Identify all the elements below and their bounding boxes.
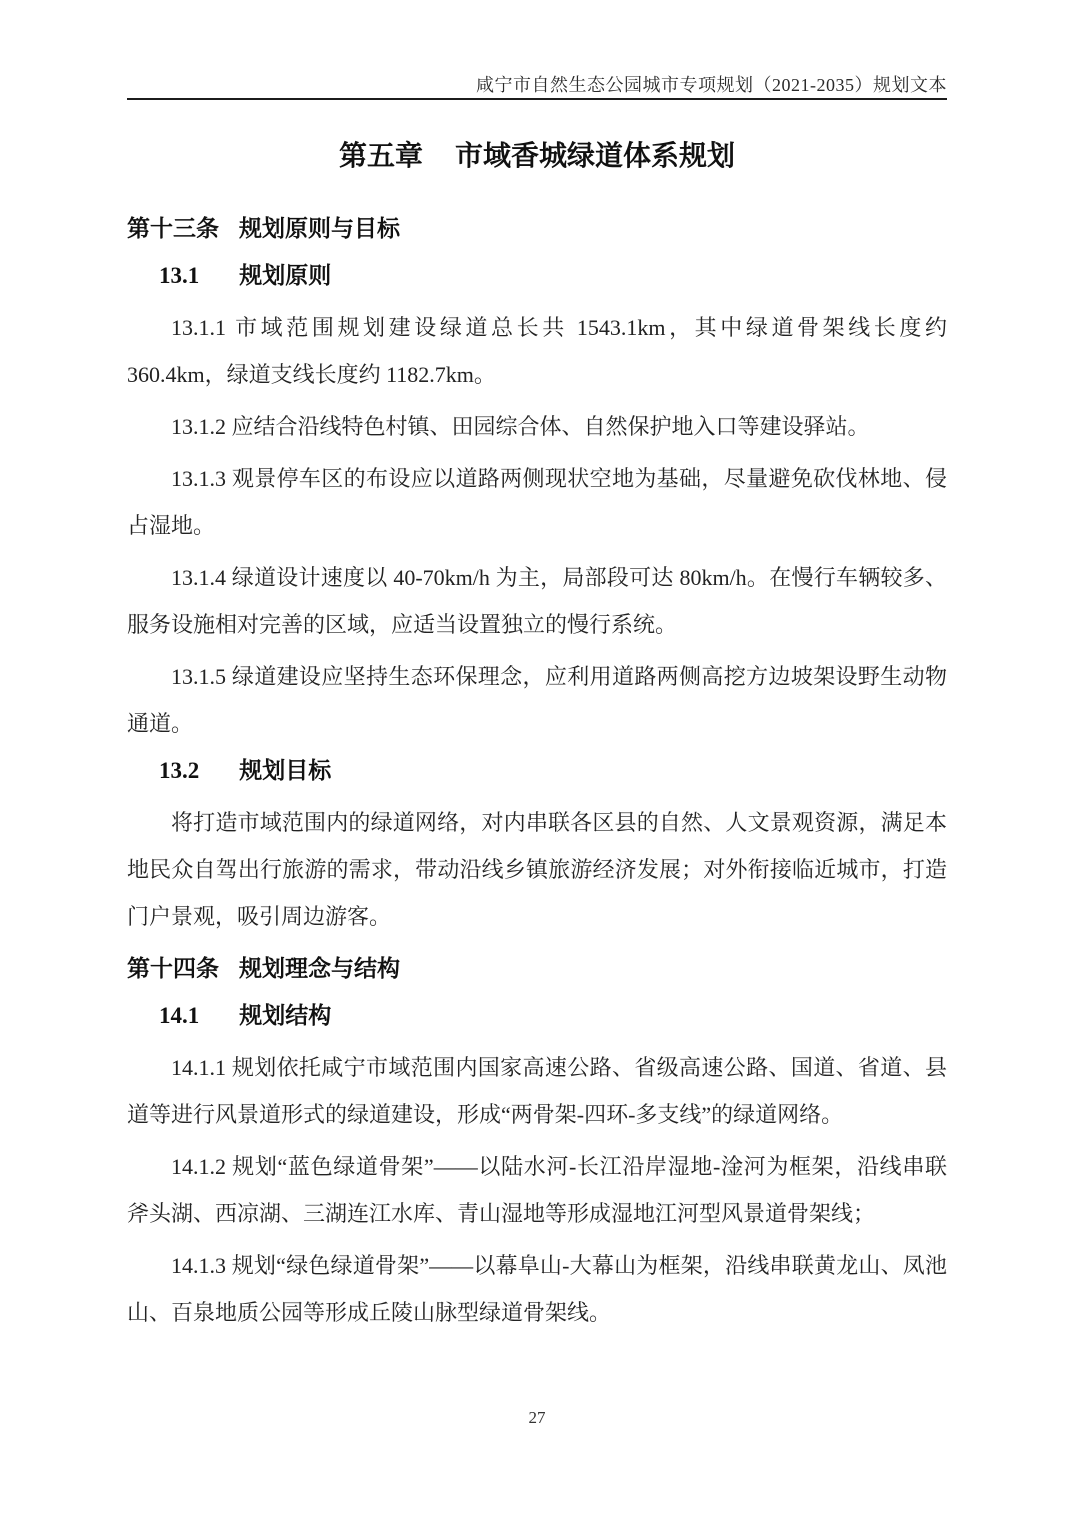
article-number: 第十四条 [127,956,219,981]
body-paragraph: 13.1.2 应结合沿线特色村镇、田园综合体、自然保护地入口等建设驿站。 [171,414,870,439]
chapter-name: 市域香城绿道体系规划 [455,141,736,172]
subsection-title: 规划原则 [239,263,332,288]
chapter-title [127,133,947,180]
article-13 [127,205,947,940]
body-paragraph: 13.1.3 观景停车区的布设应以道路两侧现状空地为基础，尽量避免砍伐林地、侵占湿地。 [127,466,947,538]
article-14 [127,945,947,1336]
article-heading [127,945,947,992]
article-heading [127,205,947,252]
subsection-heading [159,252,947,299]
subsection-heading [159,747,947,794]
subsection-number: 13.1 [159,263,200,288]
subsection-14-1 [127,992,947,1336]
running-header-title: 咸宁市自然生态公园城市专项规划（2021-2035）规划文本 [476,75,947,95]
page-number: 27 [528,1408,546,1427]
subsection-number: 14.1 [159,1003,200,1028]
body-paragraph: 14.1.2 规划“蓝色绿道骨架”——以陆水河-长江沿岸湿地-淦河为框架，沿线串联斧头湖、西凉湖、三湖连江水库、青山湿地等形成湿地江河型风景道骨架线； [127,1154,947,1226]
page-header [127,0,947,100]
subsection-title: 规划目标 [239,758,332,783]
article-number: 第十三条 [127,216,219,241]
chapter-number: 第五章 [338,141,423,172]
subsection-heading [159,992,947,1039]
subsection-13-1 [127,252,947,747]
body-paragraph: 14.1.1 规划依托咸宁市域范围内国家高速公路、省级高速公路、国道、省道、县道等进行风景道形式的绿道建设，形成“两骨架-四环-多支线”的绿道网络。 [127,1055,947,1127]
body-paragraph: 13.1.4 绿道设计速度以 40-70km/h 为主，局部段可达 80km/h。在慢行车辆较多、服务设施相对完善的区域，应适当设置独立的慢行系统。 [127,565,947,637]
article-title: 规划理念与结构 [239,956,400,981]
subsection-number: 13.2 [159,758,200,783]
body-paragraph: 14.1.3 规划“绿色绿道骨架”——以幕阜山-大幕山为框架，沿线串联黄龙山、凤池山、百泉地质公园等形成丘陵山脉型绿道骨架线。 [127,1253,947,1325]
document-body [127,133,947,1336]
subsection-13-2 [127,747,947,940]
page-footer [0,1408,1074,1428]
body-paragraph: 将打造市域范围内的绿道网络，对内串联各区县的自然、人文景观资源，满足本地民众自驾出行旅游的需求，带动沿线乡镇旅游经济发展；对外衔接临近城市，打造门户景观，吸引周边游客。 [127,810,947,929]
body-paragraph: 13.1.1 市域范围规划建设绿道总长共 1543.1km，其中绿道骨架线长度约 360.4km，绿道支线长度约 1182.7km。 [127,315,947,387]
body-paragraph: 13.1.5 绿道建设应坚持生态环保理念，应利用道路两侧高挖方边坡架设野生动物通道。 [127,664,947,736]
subsection-title: 规划结构 [239,1003,332,1028]
article-title: 规划原则与目标 [239,216,400,241]
